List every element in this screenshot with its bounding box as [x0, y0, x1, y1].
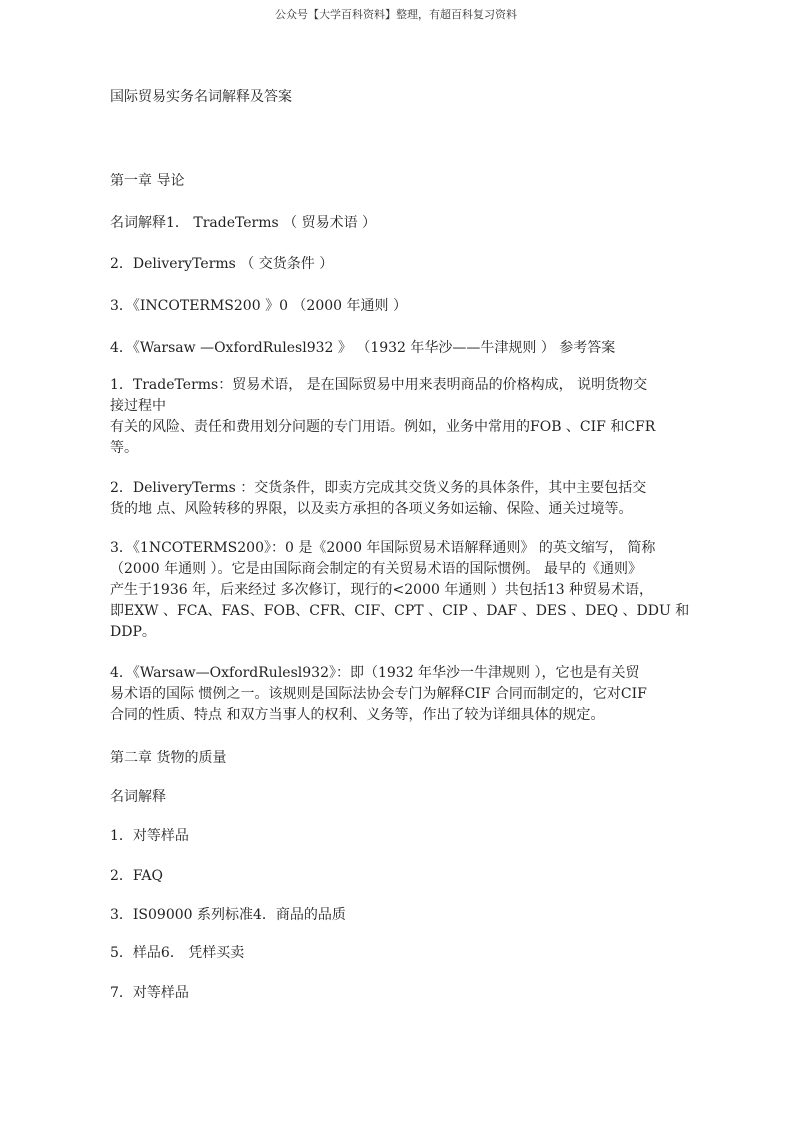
- answer-4-line: 合同的性质、特点 和双方当事人的权利、义务等，作出了较为详细具体的规定。: [110, 707, 605, 723]
- answer-3-line: 即EXW 、FCA、FAS、FOB、CFR、CIF、CPT 、CIP 、DAF 、DES 、DEQ 、DDU 和: [110, 603, 690, 619]
- chapter1-term-2: 2．DeliveryTerms （ 交货条件 ）: [110, 256, 334, 272]
- answer-3-line: DDP。: [110, 624, 156, 640]
- chapter2-item-4: 5．样品6． 凭样买卖: [110, 945, 245, 961]
- chapter2-item-3: 3．IS09000 系列标准4．商品的品质: [110, 907, 346, 923]
- answer-1-line: 接过程中: [110, 398, 166, 414]
- chapter2-title: 第二章 货物的质量: [110, 750, 227, 766]
- answer-4-line: 易术语的国际 惯例之一。该规则是国际法协会专门为解释CIF 合同而制定的，它对CIF: [110, 686, 647, 702]
- answer-1-paragraph: [110, 375, 675, 459]
- chapter1-term-4: 4．《Warsaw —OxfordRulesl932 》 （1932 年华沙——牛津规则 ） 参考答案: [110, 340, 616, 356]
- document-title: 国际贸易实务名词解释及答案: [110, 89, 292, 105]
- answer-1-line: 有关的风险、责任和费用划分问题的专门用语。例如，业务中常用的FOB 、CIF 和CFR: [110, 419, 656, 435]
- chapter2-subtitle: 名词解释: [110, 789, 166, 805]
- chapter1-term-1: 名词解释1． TradeTerms （ 贸易术语 ）: [110, 215, 377, 231]
- chapter2-item-2: 2．FAQ: [110, 868, 163, 884]
- answer-3-paragraph: [110, 538, 690, 643]
- page-header: 公众号【大学百科资料】整理，有超百科复习资料: [275, 8, 517, 21]
- chapter2-item-5: 7．对等样品: [110, 985, 189, 1001]
- answer-3-line: 产生于1936 年，后来经过 多次修订，现行的<2000 年通则 ）共包括13 种贸易术语，: [110, 582, 654, 598]
- answer-2-line: 货的地 点、风险转移的界限，以及卖方承担的各项义务如运输、保险、通关过境等。: [110, 501, 633, 517]
- chapter2-item-1: 1．对等样品: [110, 828, 189, 844]
- answer-1-line: 等。: [110, 440, 138, 456]
- chapter1-title: 第一章 导论: [110, 173, 185, 189]
- answer-4-paragraph: [110, 663, 675, 726]
- answer-1-line: 1．TradeTerms：贸易术语， 是在国际贸易中用来表明商品的价格构成， 说明货物交: [110, 377, 648, 393]
- chapter1-term-3: 3．《INCOTERMS200 》0 （2000 年通则 ）: [110, 298, 407, 314]
- answer-3-line: （2000 年通则 ）。它是由国际商会制定的有关贸易术语的国际惯例。 最早的《通则》: [110, 561, 642, 577]
- answer-4-line: 4．《Warsaw—OxfordRulesl932》：即（1932 年华沙一牛津规则 ），它也是有关贸: [110, 665, 640, 681]
- answer-2-line: 2．DeliveryTerms ：交货条件，即卖方完成其交货义务的具体条件，其中主要包括交: [110, 480, 647, 496]
- answer-2-paragraph: [110, 478, 675, 520]
- answer-3-line: 3．《1NCOTERMS200》：0 是《2000 年国际贸易术语解释通则》 的英文缩写， 简称: [110, 540, 656, 556]
